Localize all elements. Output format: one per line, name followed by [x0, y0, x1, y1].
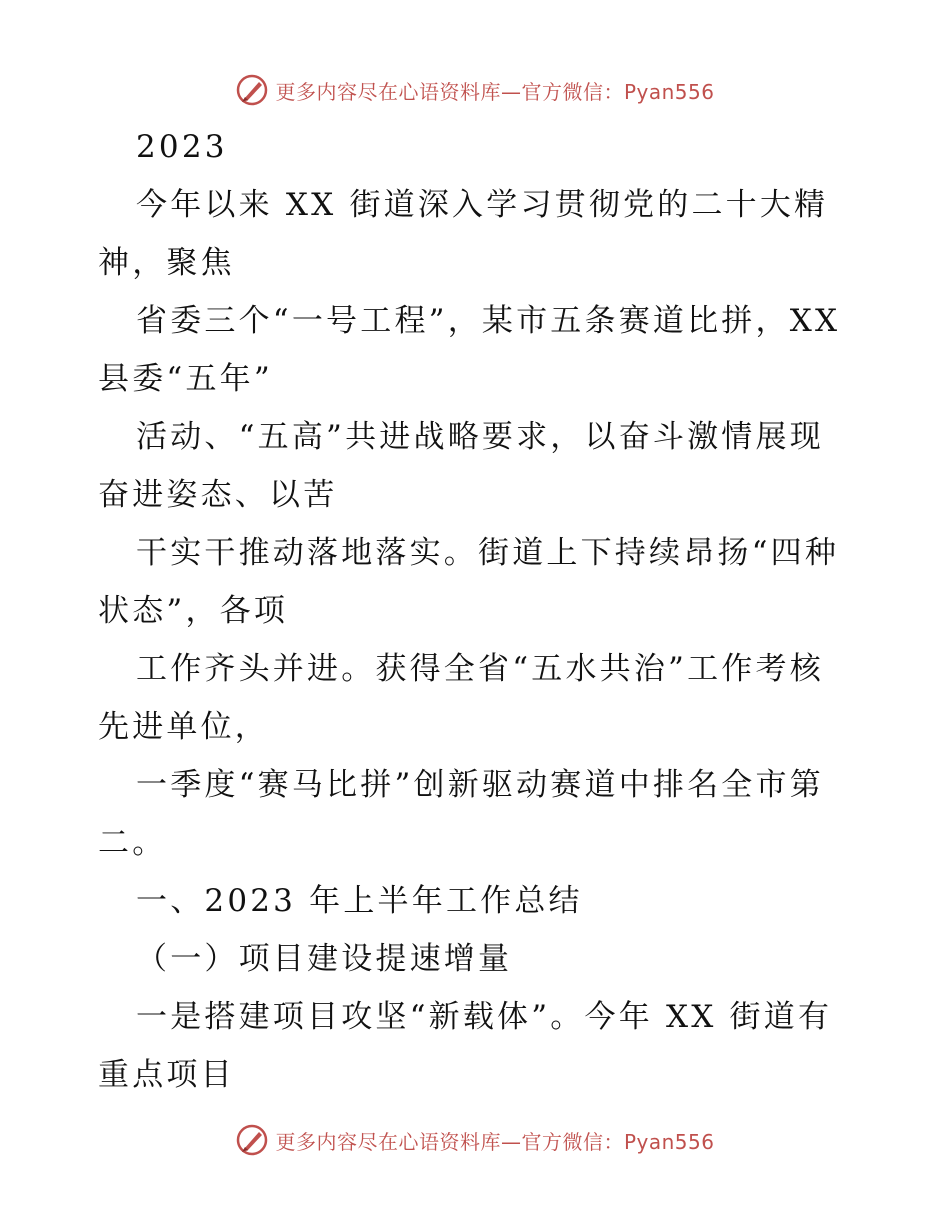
watermark-footer	[0, 1122, 950, 1158]
text-line: 活动、“五高”共进战略要求，以奋斗激情展现	[136, 419, 824, 455]
text-line: 奋进姿态、以苦	[98, 477, 338, 513]
text-line: 今年以来 XX 街道深入学习贯彻党的二十大精	[136, 187, 829, 223]
document-body	[98, 118, 858, 1104]
text-line: 状态”，各项	[98, 593, 289, 629]
text-line: 神，聚焦	[98, 245, 235, 281]
watermark-header	[0, 72, 950, 108]
text-line: 先进单位，	[98, 709, 269, 745]
watermark-text: 更多内容尽在心语资料库—官方微信：Pyan556	[275, 1129, 715, 1154]
quill-pen-logo-icon	[235, 73, 269, 107]
text-line: 县委“五年”	[98, 361, 273, 397]
text-line: 重点项目	[98, 1057, 235, 1093]
text-line: 2023	[136, 129, 228, 165]
text-line: 干实干推动落地落实。街道上下持续昂扬“四种	[136, 535, 840, 571]
text-line: 一季度“赛马比拼”创新驱动赛道中排名全市第	[136, 767, 824, 803]
text-line: 省委三个“一号工程”，某市五条赛道比拼，XX	[136, 303, 841, 339]
text-line: 一是搭建项目攻坚“新载体”。今年 XX 街道有	[136, 999, 833, 1035]
text-line: 二。	[98, 825, 167, 861]
text-line: 工作齐头并进。获得全省“五水共治”工作考核	[136, 651, 824, 687]
watermark-text: 更多内容尽在心语资料库—官方微信：Pyan556	[275, 79, 715, 104]
text-line: （一）项目建设提速增量	[136, 941, 513, 977]
text-line: 一、2023 年上半年工作总结	[136, 883, 583, 919]
quill-pen-logo-icon	[235, 1123, 269, 1157]
